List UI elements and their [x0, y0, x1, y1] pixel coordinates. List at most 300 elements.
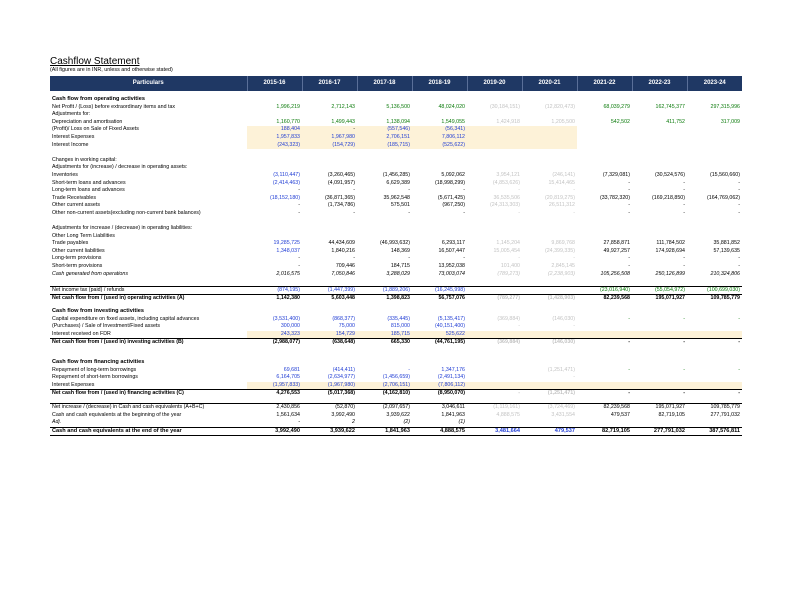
value-cell[interactable]: 1,957,833	[247, 134, 302, 142]
value-cell[interactable]: -	[298, 255, 300, 262]
value-cell[interactable]: (8,950,070)	[412, 390, 467, 398]
value-cell[interactable]	[302, 164, 357, 172]
row-label[interactable]: Cash flow from financing activities	[52, 359, 145, 365]
header-year[interactable]: 2019-20	[467, 76, 522, 91]
value-cell[interactable]: 3,288,029	[386, 270, 410, 277]
value-cell[interactable]	[577, 126, 632, 134]
row-label[interactable]: Changes in working capital:	[52, 156, 117, 163]
value-cell[interactable]: -	[687, 339, 742, 347]
value-cell[interactable]	[632, 157, 687, 165]
value-cell[interactable]	[687, 142, 742, 150]
value-cell[interactable]	[522, 157, 577, 165]
value-cell[interactable]: 815,000	[390, 323, 410, 330]
value-cell[interactable]: 15,005,454	[493, 247, 520, 254]
value-cell[interactable]	[522, 419, 577, 427]
value-cell[interactable]: (3,531,400)	[272, 315, 300, 322]
value-cell[interactable]	[467, 308, 522, 316]
value-cell[interactable]: (23,016,940)	[577, 286, 632, 295]
value-cell[interactable]: -	[518, 255, 520, 262]
row-label[interactable]: Long-term loans and advances	[52, 187, 125, 194]
header-year[interactable]: 2020-21	[522, 76, 577, 91]
value-cell[interactable]: -	[408, 187, 410, 194]
value-cell[interactable]: -	[298, 263, 300, 270]
value-cell[interactable]	[247, 233, 302, 241]
value-cell[interactable]	[577, 382, 632, 390]
value-cell[interactable]: (15,560,660)	[709, 171, 740, 178]
value-cell[interactable]: 188,404	[247, 126, 302, 134]
value-cell[interactable]	[577, 134, 632, 142]
value-cell[interactable]: (1,967,980)	[302, 382, 357, 390]
value-cell[interactable]	[632, 331, 687, 339]
value-cell[interactable]: -	[353, 187, 355, 194]
row-label[interactable]: Repayment of short-term borrowings	[52, 374, 138, 381]
value-cell[interactable]	[467, 111, 522, 119]
value-cell[interactable]: -	[463, 209, 465, 216]
value-cell[interactable]: (1,447,399)	[302, 286, 357, 295]
value-cell[interactable]	[357, 164, 412, 172]
value-cell[interactable]: -	[518, 209, 520, 216]
value-cell[interactable]	[577, 233, 632, 241]
value-cell[interactable]: 479,537	[522, 427, 577, 436]
value-cell[interactable]: (44,761,195)	[412, 339, 467, 347]
value-cell[interactable]	[577, 164, 632, 172]
value-cell[interactable]	[467, 164, 522, 172]
value-cell[interactable]: (2,238,903)	[547, 270, 575, 277]
row-label[interactable]: Other current assets	[52, 202, 100, 209]
value-cell[interactable]	[522, 331, 577, 339]
value-cell[interactable]: 2,016,575	[276, 270, 300, 277]
value-cell[interactable]	[467, 382, 522, 390]
value-cell[interactable]: -	[632, 339, 687, 347]
value-cell[interactable]: 297,315,996	[710, 103, 740, 110]
value-cell[interactable]: 575,501	[390, 202, 410, 209]
value-cell[interactable]	[687, 308, 742, 316]
value-cell[interactable]: -	[738, 263, 740, 270]
value-cell[interactable]: (164,769,062)	[707, 194, 740, 201]
value-cell[interactable]: (40,151,400)	[434, 323, 465, 330]
value-cell[interactable]	[522, 111, 577, 119]
value-cell[interactable]: -	[298, 209, 300, 216]
value-cell[interactable]: 277,791,032	[710, 411, 740, 418]
value-cell[interactable]: (1,428,903)	[522, 295, 577, 303]
value-cell[interactable]	[632, 134, 687, 142]
value-cell[interactable]: -	[353, 209, 355, 216]
value-cell[interactable]: -	[738, 209, 740, 216]
header-year[interactable]: 2015-16	[247, 76, 302, 91]
row-label[interactable]: Repayment of long-term borrowings	[52, 366, 137, 373]
value-cell[interactable]	[357, 157, 412, 165]
row-label[interactable]: Net cash flow from / (used in) financing activities (C)	[50, 390, 247, 398]
value-cell[interactable]: (52,870)	[302, 403, 357, 411]
value-cell[interactable]: 5,092,062	[441, 171, 465, 178]
value-cell[interactable]	[467, 367, 522, 375]
value-cell[interactable]: 317,009	[720, 118, 740, 125]
value-cell[interactable]	[687, 111, 742, 119]
value-cell[interactable]: 26,511,312	[548, 202, 575, 209]
row-label[interactable]: Short-term provisions	[52, 263, 103, 270]
value-cell[interactable]	[577, 157, 632, 165]
value-cell[interactable]: -	[683, 255, 685, 262]
value-cell[interactable]: 3,431,554	[551, 411, 575, 418]
value-cell[interactable]	[412, 225, 467, 233]
value-cell[interactable]: (3,110,447)	[273, 171, 300, 178]
value-cell[interactable]	[467, 126, 522, 134]
value-cell[interactable]: 3,954,121	[496, 171, 520, 178]
value-cell[interactable]	[687, 126, 742, 134]
value-cell[interactable]: -	[628, 179, 630, 186]
value-cell[interactable]	[522, 308, 577, 316]
value-cell[interactable]	[522, 225, 577, 233]
value-cell[interactable]: (369,884)	[497, 315, 520, 322]
value-cell[interactable]: -	[408, 366, 410, 373]
value-cell[interactable]: 13,952,038	[438, 263, 465, 270]
value-cell[interactable]	[302, 96, 357, 104]
value-cell[interactable]: -	[628, 187, 630, 194]
value-cell[interactable]: (789,273)	[497, 270, 520, 277]
value-cell[interactable]	[357, 111, 412, 119]
value-cell[interactable]: 3,939,622	[302, 427, 357, 436]
value-cell[interactable]: -	[408, 255, 410, 262]
value-cell[interactable]: (638,648)	[302, 339, 357, 347]
value-cell[interactable]: -	[738, 202, 740, 209]
value-cell[interactable]: -	[353, 255, 355, 262]
value-cell[interactable]: 82,719,105	[577, 427, 632, 436]
value-cell[interactable]	[632, 111, 687, 119]
value-cell[interactable]: -	[463, 187, 465, 194]
value-cell[interactable]: -	[628, 255, 630, 262]
value-cell[interactable]: 7,806,112	[412, 134, 467, 142]
value-cell[interactable]: -	[683, 202, 685, 209]
value-cell[interactable]: 36,535,506	[493, 194, 520, 201]
value-cell[interactable]: 184,715	[390, 263, 410, 270]
value-cell[interactable]: (557,546)	[357, 126, 412, 134]
value-cell[interactable]: (146,030)	[522, 339, 577, 347]
value-cell[interactable]: -	[632, 390, 687, 398]
value-cell[interactable]: (414,411)	[332, 366, 355, 373]
value-cell[interactable]	[632, 374, 687, 382]
value-cell[interactable]: 5,136,500	[386, 103, 410, 110]
value-cell[interactable]: (335,445)	[387, 315, 410, 322]
value-cell[interactable]: 1,499,443	[331, 118, 355, 125]
value-cell[interactable]: 69,681	[283, 366, 300, 373]
row-label[interactable]: Other current liabilities	[52, 247, 105, 254]
value-cell[interactable]: 300,000	[280, 323, 300, 330]
value-cell[interactable]	[632, 96, 687, 104]
value-cell[interactable]: 57,139,635	[713, 247, 740, 254]
value-cell[interactable]: (55,054,972)	[632, 286, 687, 295]
value-cell[interactable]: -	[577, 390, 632, 398]
value-cell[interactable]: (4,091,957)	[327, 179, 355, 186]
value-cell[interactable]	[247, 164, 302, 172]
value-cell[interactable]: (36,871,365)	[324, 194, 355, 201]
value-cell[interactable]: (33,782,320)	[599, 194, 630, 201]
value-cell[interactable]: -	[573, 323, 575, 330]
value-cell[interactable]: 6,164,705	[276, 374, 300, 381]
value-cell[interactable]: (1,889,206)	[357, 286, 412, 295]
value-cell[interactable]: (2,988,077)	[247, 339, 302, 347]
value-cell[interactable]: 1,967,980	[302, 134, 357, 142]
value-cell[interactable]: 109,785,779	[687, 403, 742, 411]
value-cell[interactable]: 68,039,279	[603, 103, 630, 110]
value-cell[interactable]: 1,840,216	[331, 247, 355, 254]
value-cell[interactable]: (5,135,417)	[437, 315, 465, 322]
value-cell[interactable]	[302, 308, 357, 316]
value-cell[interactable]	[467, 286, 522, 295]
value-cell[interactable]	[632, 142, 687, 150]
row-label[interactable]: Cash flow from investing activities	[52, 308, 145, 315]
value-cell[interactable]: 4,276,553	[247, 390, 302, 398]
row-label[interactable]: Cash flow from operating activities	[52, 96, 145, 102]
row-label[interactable]: Depreciation and amortisation	[52, 118, 123, 125]
value-cell[interactable]	[577, 142, 632, 150]
value-cell[interactable]	[357, 233, 412, 241]
value-cell[interactable]	[687, 374, 742, 382]
value-cell[interactable]	[302, 359, 357, 367]
value-cell[interactable]	[247, 96, 302, 104]
value-cell[interactable]: 1,160,770	[276, 118, 300, 125]
value-cell[interactable]: -	[628, 209, 630, 216]
value-cell[interactable]: 35,881,852	[713, 240, 740, 247]
value-cell[interactable]: -	[463, 255, 465, 262]
value-cell[interactable]: -	[298, 202, 300, 209]
value-cell[interactable]: (789,277)	[467, 295, 522, 303]
value-cell[interactable]	[687, 233, 742, 241]
value-cell[interactable]	[412, 157, 467, 165]
value-cell[interactable]	[687, 225, 742, 233]
value-cell[interactable]: (246,141)	[552, 171, 575, 178]
row-label[interactable]: Short-term loans and advances	[52, 179, 126, 186]
value-cell[interactable]: (2,706,151)	[357, 382, 412, 390]
value-cell[interactable]: 56,757,076	[412, 295, 467, 303]
value-cell[interactable]: (1,957,833)	[247, 382, 302, 390]
value-cell[interactable]: (7,806,112)	[412, 382, 467, 390]
value-cell[interactable]	[522, 359, 577, 367]
value-cell[interactable]	[357, 308, 412, 316]
value-cell[interactable]: 1,841,963	[441, 411, 465, 418]
value-cell[interactable]: -	[738, 255, 740, 262]
row-label[interactable]: Adj.	[52, 419, 62, 426]
value-cell[interactable]	[467, 142, 522, 150]
value-cell[interactable]	[632, 308, 687, 316]
value-cell[interactable]: (369,884)	[467, 339, 522, 347]
value-cell[interactable]: 277,791,032	[632, 427, 687, 436]
value-cell[interactable]: 44,434,609	[328, 240, 355, 247]
value-cell[interactable]: (1,119,161)	[467, 403, 522, 411]
value-cell[interactable]: (2,491,134)	[437, 374, 465, 381]
value-cell[interactable]: -	[467, 390, 522, 398]
row-label[interactable]: Other Long Term Liabilities	[52, 232, 115, 239]
value-cell[interactable]: 6,293,117	[441, 240, 465, 247]
value-cell[interactable]	[577, 96, 632, 104]
value-cell[interactable]	[687, 323, 742, 331]
value-cell[interactable]: 73,003,074	[438, 270, 465, 277]
value-cell[interactable]: (525,622)	[412, 142, 467, 150]
value-cell[interactable]: -	[628, 315, 630, 322]
value-cell[interactable]: 49,927,257	[603, 247, 630, 254]
value-cell[interactable]	[412, 359, 467, 367]
value-cell[interactable]: 162,745,377	[655, 103, 685, 110]
value-cell[interactable]: -	[738, 187, 740, 194]
value-cell[interactable]: (24,313,303)	[489, 202, 520, 209]
value-cell[interactable]: 2,430,856	[247, 403, 302, 411]
value-cell[interactable]: 82,719,105	[658, 411, 685, 418]
header-year[interactable]: 2018-19	[412, 76, 467, 91]
value-cell[interactable]	[632, 359, 687, 367]
header-year[interactable]: 2023-24	[687, 76, 742, 91]
value-cell[interactable]: 101,400	[500, 263, 520, 270]
value-cell[interactable]: (16,245,998)	[412, 286, 467, 295]
value-cell[interactable]: (1,734,786)	[327, 202, 355, 209]
value-cell[interactable]: 1,561,634	[276, 411, 300, 418]
value-cell[interactable]: 4,888,575	[412, 427, 467, 436]
value-cell[interactable]	[467, 225, 522, 233]
value-cell[interactable]	[522, 96, 577, 104]
value-cell[interactable]	[577, 374, 632, 382]
value-cell[interactable]: (46,993,632)	[379, 240, 410, 247]
value-cell[interactable]: 109,785,779	[687, 295, 742, 303]
row-label[interactable]: Cash and cash equivalents at the beginning of the year	[52, 411, 182, 418]
value-cell[interactable]: 1,398,823	[357, 295, 412, 303]
value-cell[interactable]: 82,239,568	[577, 295, 632, 303]
value-cell[interactable]	[632, 225, 687, 233]
value-cell[interactable]	[467, 374, 522, 382]
value-cell[interactable]	[632, 323, 687, 331]
value-cell[interactable]	[522, 382, 577, 390]
row-label[interactable]: Net cash flow from / (used in) operating activities (A)	[50, 295, 247, 303]
value-cell[interactable]: -	[683, 179, 685, 186]
value-cell[interactable]: 105,256,508	[600, 270, 630, 277]
row-label[interactable]: Trade payables	[52, 240, 89, 247]
row-label[interactable]: Long-term provisions	[52, 255, 102, 262]
value-cell[interactable]	[577, 359, 632, 367]
value-cell[interactable]: (1,456,285)	[382, 171, 410, 178]
value-cell[interactable]: 6,629,389	[386, 179, 410, 186]
value-cell[interactable]: 1,424,918	[496, 118, 520, 125]
value-cell[interactable]: 1,142,380	[247, 295, 302, 303]
row-label[interactable]: Cash and cash equivalents at the end of the year	[50, 427, 247, 436]
value-cell[interactable]: (24,399,335)	[544, 247, 575, 254]
value-cell[interactable]: (1,251,471)	[547, 366, 575, 373]
value-cell[interactable]: 15,414,465	[548, 179, 575, 186]
value-cell[interactable]	[632, 126, 687, 134]
value-cell[interactable]: 3,046,611	[412, 403, 467, 411]
value-cell[interactable]: (154,729)	[302, 142, 357, 150]
value-cell[interactable]: -	[628, 263, 630, 270]
value-cell[interactable]: (4,162,810)	[357, 390, 412, 398]
value-cell[interactable]: (1)	[458, 419, 465, 426]
value-cell[interactable]: -	[302, 126, 357, 134]
value-cell[interactable]: (2,634,977)	[327, 374, 355, 381]
value-cell[interactable]: -	[628, 366, 630, 373]
row-label[interactable]: Inventories	[52, 171, 78, 178]
row-label[interactable]: Adjustments for increase / (decrease) in operating liabilities:	[52, 225, 193, 232]
value-cell[interactable]: 3,992,490	[247, 427, 302, 436]
value-cell[interactable]	[302, 111, 357, 119]
value-cell[interactable]	[247, 111, 302, 119]
value-cell[interactable]: -	[683, 263, 685, 270]
value-cell[interactable]: (30,184,151)	[489, 103, 520, 110]
value-cell[interactable]	[687, 419, 742, 427]
value-cell[interactable]: 2	[352, 419, 355, 426]
value-cell[interactable]: (1,251,471)	[522, 390, 577, 398]
value-cell[interactable]: (20,819,275)	[544, 194, 575, 201]
value-cell[interactable]: (12,820,473)	[544, 103, 575, 110]
value-cell[interactable]	[632, 419, 687, 427]
value-cell[interactable]: (7,329,081)	[602, 171, 630, 178]
value-cell[interactable]	[302, 233, 357, 241]
value-cell[interactable]: 7,050,846	[331, 270, 355, 277]
value-cell[interactable]	[687, 96, 742, 104]
value-cell[interactable]: (3,724,469)	[522, 403, 577, 411]
value-cell[interactable]: 3,992,490	[331, 411, 355, 418]
value-cell[interactable]	[522, 134, 577, 142]
value-cell[interactable]: 27,858,871	[603, 240, 630, 247]
value-cell[interactable]: -	[738, 366, 740, 373]
value-cell[interactable]: -	[408, 209, 410, 216]
value-cell[interactable]: (146,030)	[552, 315, 575, 322]
header-year[interactable]: 2021-22	[577, 76, 632, 91]
value-cell[interactable]: -	[577, 339, 632, 347]
value-cell[interactable]: 243,323	[247, 331, 302, 339]
value-cell[interactable]: 250,126,899	[655, 270, 685, 277]
value-cell[interactable]: -	[573, 255, 575, 262]
value-cell[interactable]	[577, 308, 632, 316]
value-cell[interactable]	[302, 225, 357, 233]
value-cell[interactable]	[467, 96, 522, 104]
row-label[interactable]: Adjustments for (increase) / decrease in operating assets:	[52, 164, 188, 171]
value-cell[interactable]: 1,138,094	[386, 118, 410, 125]
value-cell[interactable]: (967,250)	[442, 202, 465, 209]
value-cell[interactable]: 195,071,927	[632, 403, 687, 411]
value-cell[interactable]: -	[298, 187, 300, 194]
value-cell[interactable]	[412, 111, 467, 119]
header-year[interactable]: 2022-23	[632, 76, 687, 91]
value-cell[interactable]	[302, 157, 357, 165]
value-cell[interactable]: -	[573, 187, 575, 194]
value-cell[interactable]: 16,507,447	[438, 247, 465, 254]
value-cell[interactable]	[687, 164, 742, 172]
value-cell[interactable]	[357, 225, 412, 233]
value-cell[interactable]: 2,712,143	[331, 103, 355, 110]
value-cell[interactable]	[412, 233, 467, 241]
value-cell[interactable]: -	[687, 390, 742, 398]
value-cell[interactable]	[632, 233, 687, 241]
value-cell[interactable]	[687, 331, 742, 339]
value-cell[interactable]: (18,152,180)	[269, 194, 300, 201]
value-cell[interactable]: -	[683, 187, 685, 194]
value-cell[interactable]: (185,715)	[357, 142, 412, 150]
value-cell[interactable]: 210,324,806	[710, 270, 740, 277]
value-cell[interactable]: -	[518, 323, 520, 330]
value-cell[interactable]: 542,502	[610, 118, 630, 125]
value-cell[interactable]: (4,853,626)	[492, 179, 520, 186]
value-cell[interactable]	[247, 157, 302, 165]
value-cell[interactable]: -	[518, 187, 520, 194]
value-cell[interactable]: 75,000	[338, 323, 355, 330]
value-cell[interactable]: 3,481,664	[467, 427, 522, 436]
value-cell[interactable]: 174,928,694	[655, 247, 685, 254]
value-cell[interactable]	[412, 164, 467, 172]
value-cell[interactable]: 709,446	[335, 263, 355, 270]
value-cell[interactable]: (243,323)	[247, 142, 302, 150]
value-cell[interactable]: (56,341)	[412, 126, 467, 134]
value-cell[interactable]: (5,017,368)	[302, 390, 357, 398]
row-label[interactable]: Net Profit / (Loss) before extraordinary items and tax	[52, 103, 176, 110]
value-cell[interactable]: -	[683, 209, 685, 216]
value-cell[interactable]	[577, 419, 632, 427]
value-cell[interactable]: 185,715	[357, 331, 412, 339]
value-cell[interactable]	[522, 286, 577, 295]
